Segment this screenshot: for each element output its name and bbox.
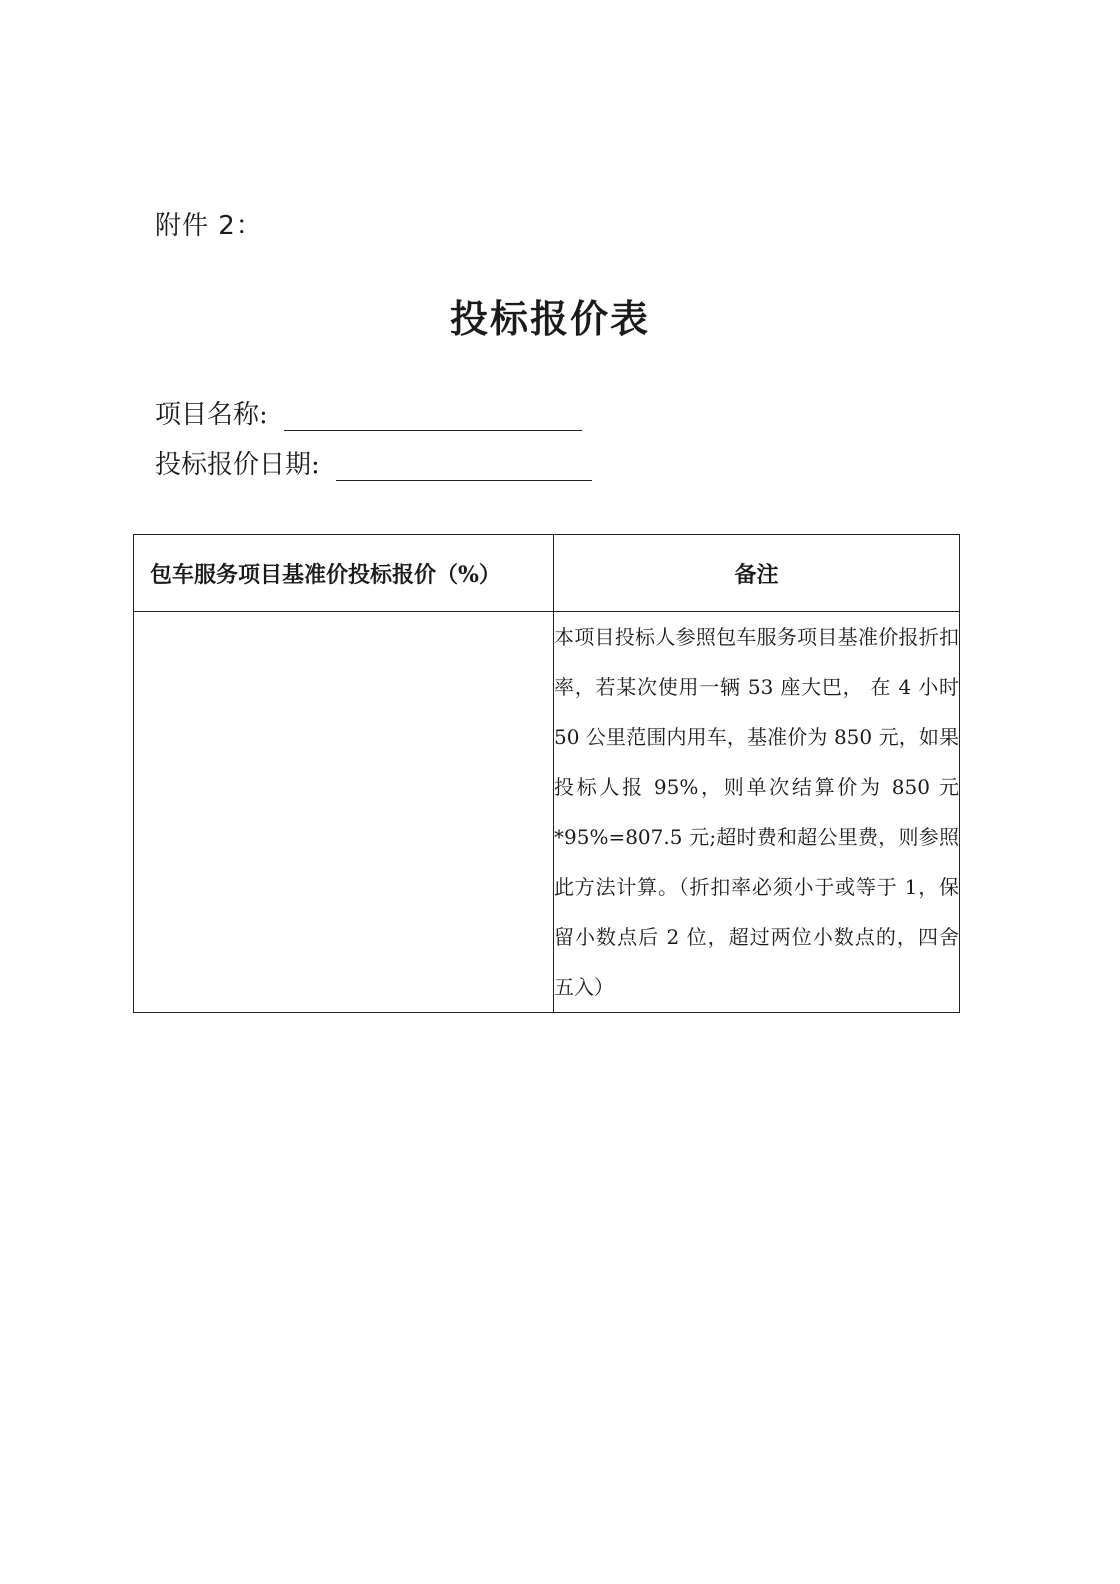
table-header-row — [134, 535, 960, 612]
bid-date-label: 投标报价日期: — [155, 450, 320, 480]
project-name-field[interactable] — [284, 406, 582, 431]
attachment-label: 附件 2： — [155, 211, 263, 241]
remarks-cell: 本项目投标人参照包车服务项目基准价报折扣率，若某次使用一辆 53 座大巴， 在 4 小时 50 公里范围内用车，基准价为 850 元，如果投标人报 95%，则单次结算价为 850 元*95%=807.5 元;超时费和超公里费，则参照此方法计算。（折扣率必须小于或等于 1，保留小数点后 2 位，超过两位小数点的，四舍五入） — [554, 612, 960, 1013]
bid-price-cell[interactable] — [134, 612, 554, 1013]
bid-date-field[interactable] — [336, 456, 592, 481]
header-remarks: 备注 — [554, 535, 960, 612]
bid-quote-table — [133, 534, 960, 1013]
header-bid-price: 包车服务项目基准价投标报价（%） — [134, 535, 554, 612]
bid-date-row — [155, 444, 592, 481]
table-row — [134, 612, 960, 1013]
page-title: 投标报价表 — [449, 296, 650, 341]
project-name-row — [155, 394, 582, 431]
project-name-label: 项目名称: — [155, 400, 268, 430]
